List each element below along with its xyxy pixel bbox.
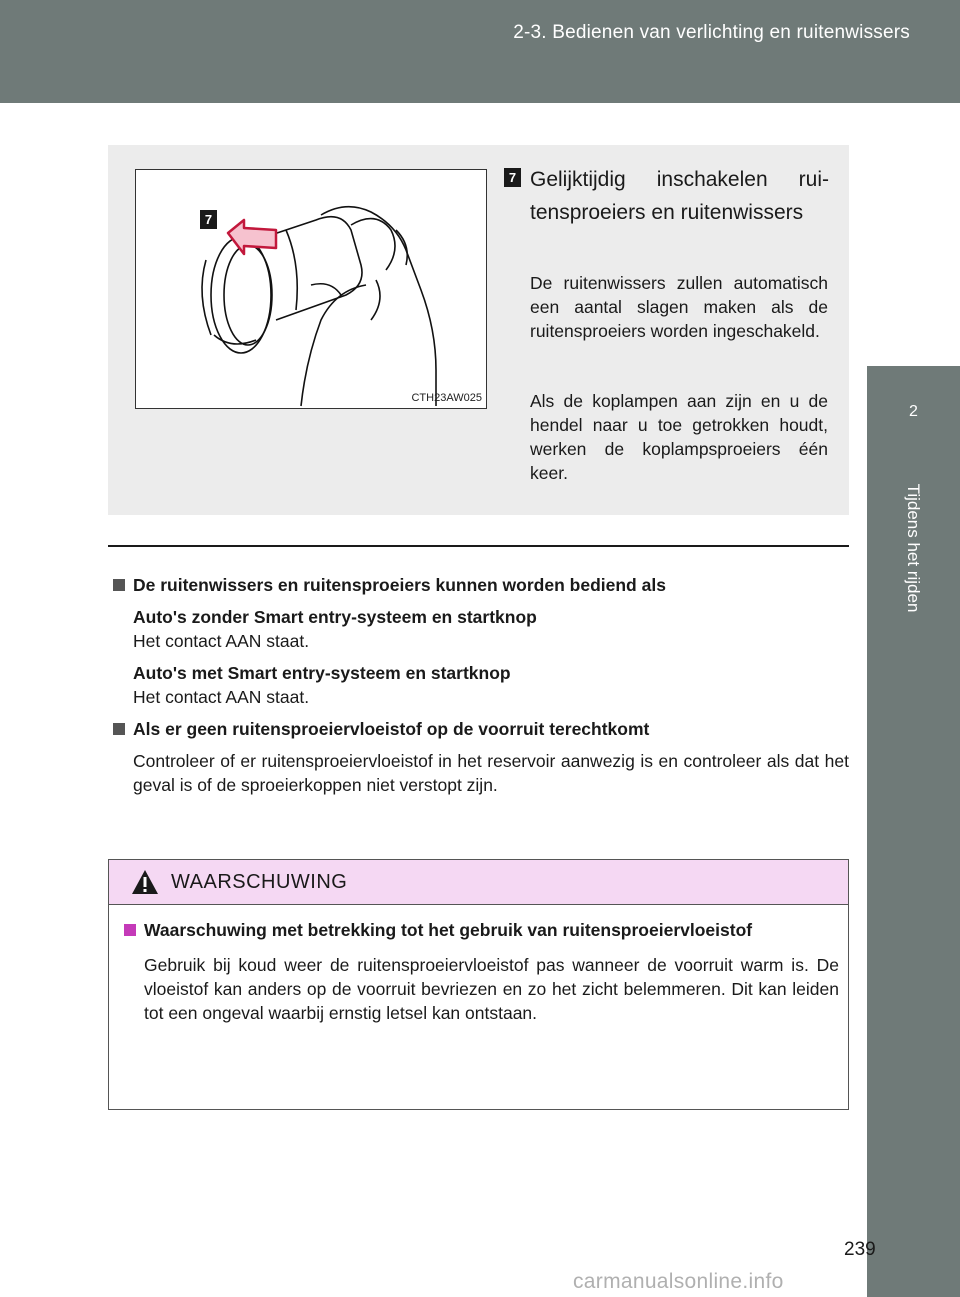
chapter-number: 2	[867, 366, 960, 458]
text-no-washer-fluid: Controleer of er ruitensproeiervloeistof in het reservoir aanwezig is en controleer als dat het geval is of de sproeierkoppen niet verstopt zijn.	[133, 751, 849, 795]
warning-label: WAARSCHUWING	[171, 871, 348, 893]
sub-text-without-smart-entry: Het contact AAN staat.	[133, 631, 310, 651]
warning-box	[108, 859, 849, 1110]
warning-body	[124, 918, 839, 1025]
figure-code: CTH23AW025	[411, 392, 482, 404]
side-heading	[504, 163, 829, 229]
heading-no-washer-fluid: Als er geen ruitensproeiervloeistof op de voorruit terechtkomt	[113, 717, 849, 741]
sub-text-with-smart-entry: Het contact AAN staat.	[133, 687, 310, 707]
sub-heading-without-smart-entry: Auto's zonder Smart entry-systeem en startknop	[133, 607, 537, 627]
sub-heading-with-smart-entry: Auto's met Smart entry-systeem en startknop	[133, 663, 511, 683]
warning-text: Gebruik bij koud weer de ruitensproeiervloeistof pas wanneer de voorruit warm is. De vloeistof kan anders op de voorruit bevriezen en zo het zicht belemmeren. Dit kan leiden tot een ongeval waarbij ernstig letsel kan ontstaan.	[144, 955, 839, 1023]
step-marker: 7	[504, 168, 521, 187]
watermark: carmanualsonline.info	[573, 1270, 784, 1293]
header-bar	[0, 0, 960, 103]
heading-operation-conditions: De ruitenwissers en ruitensproeiers kunnen worden bediend als	[113, 573, 849, 597]
section-divider	[108, 545, 849, 547]
pull-arrow-icon	[228, 220, 276, 254]
hand-pulling-lever-illustration	[136, 170, 486, 408]
chapter-title: Tijdens het rijden	[904, 483, 923, 613]
warning-heading: Waarschuwing met betrekking tot het gebruik van ruitensproeiervloeistof	[124, 918, 839, 942]
page-number: 239	[844, 1239, 876, 1260]
warning-header	[109, 860, 848, 905]
side-paragraph-1: De ruitenwissers zullen automatisch een aantal slagen maken als de ruitensproeiers worden ingeschakeld.	[530, 273, 828, 341]
warning-triangle-icon	[130, 868, 160, 896]
side-heading-text: Gelijktijdig inschakelen ruitensproeiers en ruitenwissers	[530, 168, 829, 224]
section-title: 2-3. Bedienen van verlichting en ruitenwissers	[513, 22, 910, 43]
figure-marker: 7	[204, 212, 213, 227]
wiper-lever-illustration	[135, 169, 487, 409]
main-content	[113, 573, 849, 797]
side-paragraph-2: Als de koplampen aan zijn en u de hendel naar u toe getrokken houdt, werken de koplampsproeiers één keer.	[530, 391, 828, 483]
